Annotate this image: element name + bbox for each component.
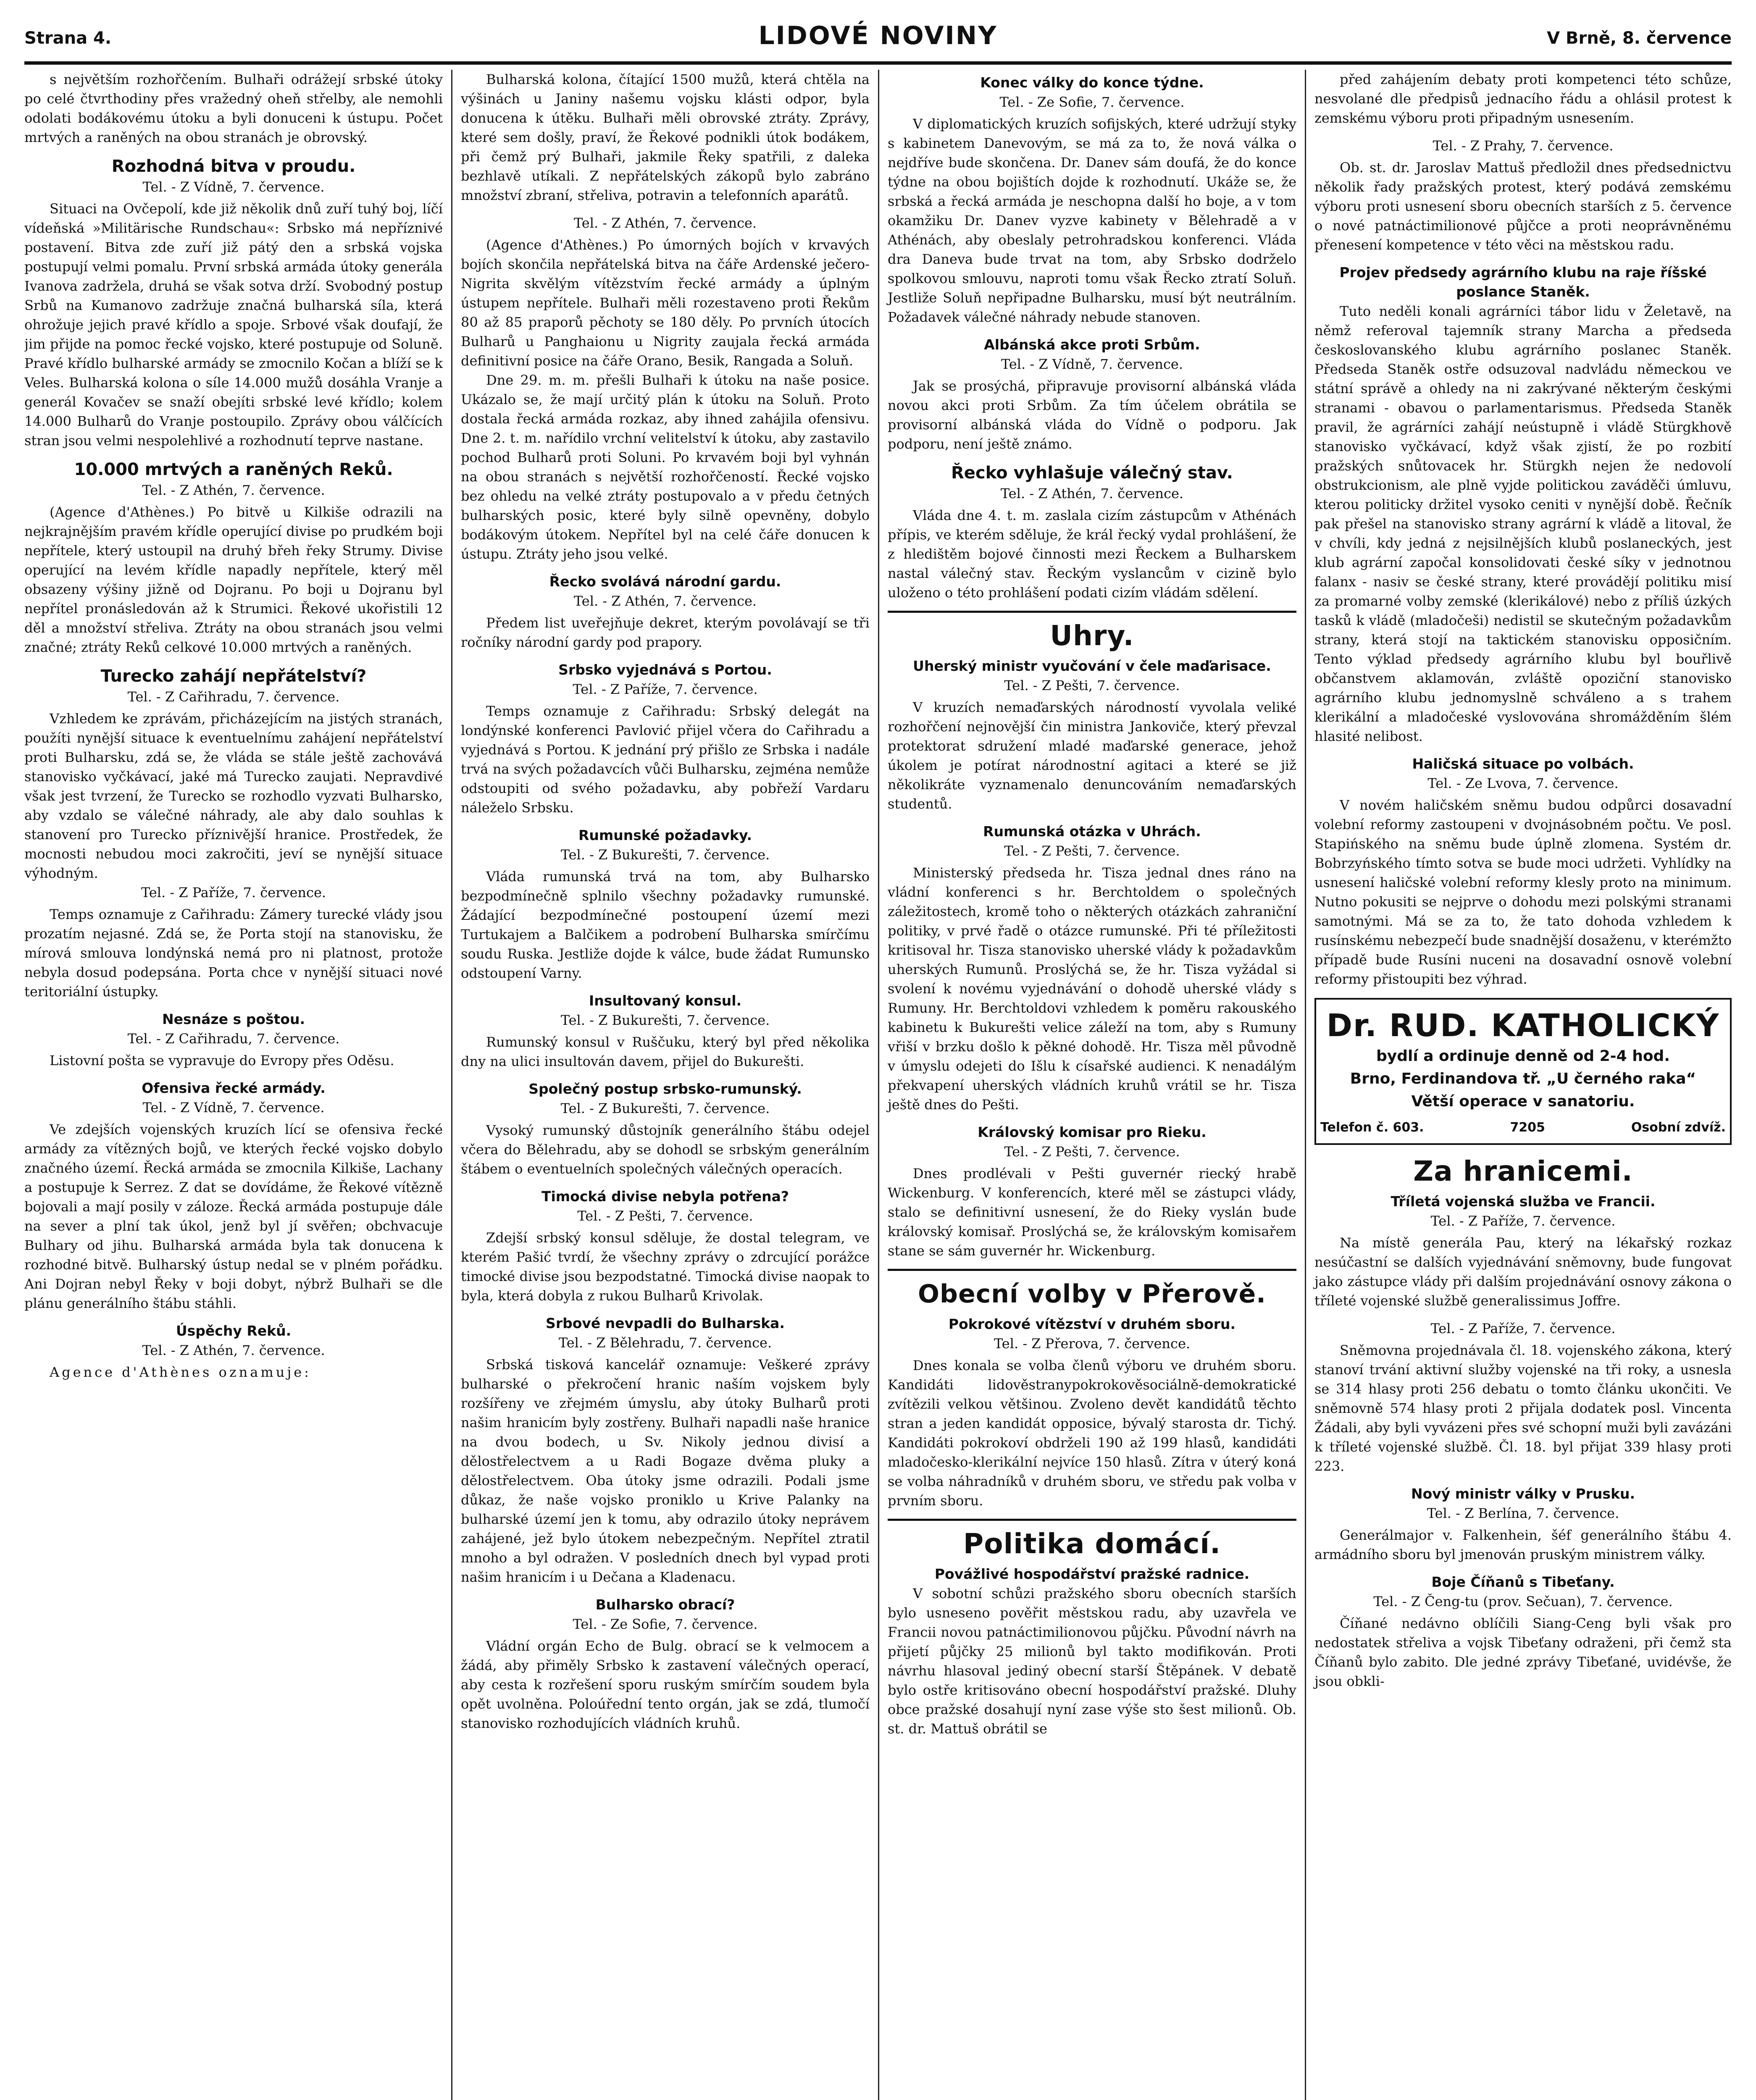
dateline: Tel. - Z Bělehradu, 7. července. — [558, 1335, 772, 1351]
issue-date: V Brně, 8. července — [1547, 29, 1732, 48]
dateline: Tel. - Z Pešti, 7. července. — [577, 1208, 753, 1224]
ad-operations: Větší operace v sanatoriu. — [1411, 1093, 1635, 1110]
section-title: Uhry. — [1050, 620, 1134, 652]
article-text: Dnes prodlévali v Pešti guvernér riecký hrabě Wickenburg. V konferencích, které měl se zástupci vlády, stalo se definitivní usnesení, že do Rieky vyslán bude královský komisař. Proslýchá se, že královským komisařem stane se sám guvernér hr. Wickenburg. — [888, 1166, 1296, 1259]
columns — [24, 70, 1732, 2100]
masthead — [24, 21, 1732, 65]
column-3 — [878, 70, 1305, 2100]
article — [461, 1079, 870, 1179]
article — [461, 1595, 870, 1733]
newspaper-title: LIDOVÉ NOVINY — [758, 21, 998, 50]
article-text: Temps oznamuje z Cařihradu: Zámery turecké vlády jsou prozatím nejasné. Zdá se, že Porta stojí na stanovisku, že mírová smlouva londýnská nemá pro ni platnost, protože nebyla dosud podepsána. Porta chce v nynější situaci nové teritoriální ústupky. — [24, 906, 443, 1000]
section-volby — [888, 1277, 1296, 1510]
dateline: Tel. - Z Prahy, 7. července. — [1433, 138, 1614, 154]
article-headline: Boje Číňanů s Tibeťany. — [1431, 1574, 1615, 1590]
article — [888, 1123, 1296, 1260]
article — [24, 155, 443, 450]
dateline: Tel. - Z Čeng-tu (prov. Sečuan), 7. července. — [1373, 1593, 1673, 1609]
article — [1314, 1484, 1732, 1564]
article-headline: Timocká divise nebyla potřena? — [541, 1188, 789, 1205]
page-number: Strana 4. — [24, 29, 112, 48]
article-headline: Rumunské požadavky. — [578, 827, 752, 843]
article-headline: Úspěchy Reků. — [176, 1323, 292, 1339]
article-text: Temps oznamuje z Cařihradu: Srbský delegát na londýnské konferenci Pavlović přijel včera do Cařihradu a vyjednává s Portou. K jednání prý přišlo ze Srbska i nadále trvá na svých požadavcích vůči Bulharsku, zejména nemůže odstoupiti od svého požadavku, aby pobřeží Vardaru náleželo Srbsku. — [461, 703, 870, 816]
advertisement — [1314, 998, 1732, 1145]
article-headline: Tříletá vojenská služba ve Francii. — [1391, 1193, 1656, 1210]
article-text: Vládní orgán Echo de Bulg. obrací se k velmocem a žádá, aby přiměly Srbsko k zastavení válečných operací, aby cesta k rozřešení sporu ruským smírčím soudem byla opět uvolněna. Poloúřední tento orgán, jak se zdá, tlumočí stanovisko rozhodujících vládních kruhů. — [461, 1638, 870, 1731]
article-headline: Bulharsko obrací? — [595, 1596, 735, 1613]
dateline: Tel. - Z Cařihradu, 7. července. — [127, 689, 340, 705]
section-title: Obecní volby v Přerově. — [918, 1279, 1266, 1309]
article-text: Na místě generála Pau, který na lékařský rozkaz nesúčastní se dalších vyjednávání sněmovny, bude fungovat jako zástupce vlády při dalším projednávání osnovy zákona o tříleté vojenské službě generalissimus Joffre. — [1314, 1235, 1732, 1309]
article-headline: Nový ministr války v Prusku. — [1411, 1486, 1635, 1502]
article-text: Vzhledem ke zprávám, přicházejícím na jistých stranách, použíti nynější situace k eventuelnímu zahájení nepřátelství proti Bulharsku, zdá se, že vláda se stále ještě zachovává stanovisko vyčkávací, jaké má Turecko zaujati. Nepravdivé však jest tvrzení, že Turecko se rozhodlo vyzvati Bulharsko, aby vzdalo se válečné náhrady, ale aby dalo souhlas k stanovení pro Turecko příznivější hranice. Prostředek, že mocnosti nebudou moci zakročiti, jeví se nynější situace výhodným. — [24, 711, 443, 881]
article-text: před zahájením debaty proti kompetenci této schůze, nesvolané dle předpisů jednacího řádu a ohlásil protest k zemskému výboru proti připadným usnesením. — [1314, 71, 1732, 126]
dateline: Tel. - Z Pešti, 7. července. — [1004, 843, 1180, 859]
article-headline: Rozhodná bitva v proudu. — [111, 157, 356, 176]
article-headline: Konec války do konce týdne. — [980, 74, 1204, 91]
article-headline: Haličská situace po volbách. — [1412, 756, 1634, 772]
article-text: Zdejší srbský konsul sděluje, že dostal telegram, ve kterém Pašić tvrdí, že všechny zprávy o zdrcující porážce timocké divise jsou bezpodstatné. Timocká divise naopak to byla, která dobyla z rukou Bulharů Krivolak. — [461, 1230, 870, 1304]
ad-doctor-name: Dr. RUD. KATHOLICKÝ — [1326, 1008, 1720, 1044]
ad-phone: Telefon č. 603. — [1320, 1120, 1424, 1135]
article-headline: Projev předsedy agrárního klubu na raje říšské poslance Staněk. — [1339, 264, 1707, 300]
article-text: Vláda rumunská trvá na tom, aby Bulharsko bezpodmínečně splnilo všechny požadavky rumunské. Žádající bezpodmínečné postoupení území mezi Turtukajem a Balčikem a podrobení Bulharska smírčímu soudu Ruska. Jestliže dojde k válce, bude žádat Rumunsko odstoupení Varny. — [461, 869, 870, 981]
article-headline: Pokrokové vítězství v druhém sboru. — [948, 1316, 1236, 1332]
article-text: Vláda dne 4. t. m. zaslala cizím zástupcům v Athénách přípis, ve kterém sděluje, že král řecký vydal prohlášení, že z hledištěm bojové činnosti mezi Řeckem a Bulharskem nastal válečný stav. Řeckým vyslancům v cizině bylo uloženo o této prohlášení podati cizím vládám sdělení. — [888, 507, 1296, 601]
article-headline: 10.000 mrtvých a raněných Reků. — [74, 460, 393, 479]
article-headline: Rumunská otázka v Uhrách. — [983, 823, 1201, 840]
article — [24, 459, 443, 657]
article-text: Sněmovna projednávala čl. 18. vojenského zákona, který stanoví trvání aktivní služby vojenské na tři roky, a usnesla se 314 hlasy proti 256 debatu o tomto článku ukončiti. Ve sněmovně 574 hlasy proti 2 přijala dodatek posl. Vincenta Žádali, aby byli vyvázeni přes své schopní muži byli zavázáni k tříleté vojenské službě. Čl. 18. byl přijat 339 hlasy proti 223. — [1314, 1342, 1732, 1474]
article-headline: Nesnáze s poštou. — [162, 1011, 305, 1027]
article-text: V diplomatických kruzích sofijských, které udržují styky s kabinetem Danevovým, se má za to, že nová válka o nejdříve bude skončena. Dr. Danev sám doufá, že do konce týdne na obou bojištích dojde k rozhodnutí. Ukáže se, že srbská a řecká armáda je neschopna další ho boje, a v tom okamžiku Dr. Danev vyzve kabinety v Bělehradě a v Athénách, aby obeslaly petrohradskou konferenci. Vláda dra Daneva bude trvat na tom, aby Srbsko dodrželo spolkovou smlouvu, naproti tomu však Řecko ztratí Soluň. Jestliže Soluň nepřipadne Bulharsku, musí být neutrálním. Požadavek válečné náhrady nebude stanoven. — [888, 116, 1296, 325]
article-text: s největším rozhořčením. Bulhaři odrážejí srbské útoky po celé čtvrthodiny přes vražedný oheň střelby, ale nemohli odolati bodákovému útoku a byli donuceni k ústupu. Počet mrtvých a raněných na obou stranách je obrovský. — [24, 71, 443, 145]
section-title: Za hranicemi. — [1413, 1155, 1633, 1187]
article-headline: Povážlivé hospodářství pražské radnice. — [934, 1566, 1250, 1582]
dateline: Tel. - Z Vídně, 7. července. — [1001, 356, 1183, 372]
article-headline: Srbsko vyjednává s Portou. — [558, 662, 772, 678]
article-headline: Uherský ministr vyučování v čele maďarisace. — [913, 658, 1271, 674]
column-4 — [1305, 70, 1732, 2100]
dateline: Tel. - Z Paříže, 7. července. — [1430, 1320, 1616, 1336]
article — [1314, 1319, 1732, 1476]
article-text: Bulharská kolona, čítající 1500 mužů, která chtěla na výšinách u Janiny našemu vojsku klásti odpor, byla donucena k útěku. Bulhaři měli obrovské ztráty. Zprávy, které sem došly, praví, že Řekové podnikli útok bodákem, při čemž prý Bulhaři, jakmile Řeky spatřili, z daleka bezhlavě utíkali. Z nepřátelských zákopů bylo zabráno množství zbraní, střeliva, potravin a telefonních aparátů. — [461, 71, 870, 203]
article-text: Dnes konala se volba členů výboru ve druhém sboru. Kandidáti lidověstranypokrokověsociálně-demokratické zvítězili velkou většinou. Zvoleno devět kandidátů těchto stran a jeden kandidát opposice, bývalý starosta dr. Tichý. Kandidáti pokrokoví obdrželi 190 až 199 hlasů, kandidáti mladočesko-klerikální nejvíce 150 hlasů. Zítra v úterý koná se volba náhradníků v druhém sboru, ve středu pak volba v prvním sboru. — [888, 1357, 1296, 1509]
article-text: Dne 29. m. m. přešli Bulhaři k útoku na naše posice. Ukázalo se, že mají určitý plán k útoku na Soluň. Proto dostala řecká armáda rozkaz, aby ihned zahájila ofensivu. Dne 2. t. m. nařídilo vrchní velitelství k útoku, aby zastavilo pochod Bulharů proti Soluni. Po krvavém boji byl vyhnán na obou stranách s největší rozhořčeností. Řecké vojsko bez ohledu na velké ztráty postupovalo a v předu četných bulharských posic, které byly silně opevněny, dobylo bodákovým útokem. Nepřítel byl na celé čáře donucen k ústupu. Ztráty jeho jsou velké. — [461, 372, 870, 562]
article — [461, 572, 870, 652]
dateline: Tel. - Z Cařihradu, 7. července. — [127, 1031, 340, 1047]
article-text: (Agence d'Athènes.) Po bitvě u Kilkiše odrazili na nejkrajnějším pravém křídle operující divise po prudkém boji nepřítele, který ustoupil na druhý břeh řeky Strumy. Divise operující na levém křídle napadly nepřítele, který měl obsazeny výšiny jižně od Dojranu. Po boji u Dojranu byl nepřítel pronásledován až k Strumici. Řekové ukořistili 12 děl a množství střeliva. Ztráty na obou stranách jsou velmi značné; ztráty Reků celkové 10.000 mrtvých a raněných. — [24, 504, 443, 655]
article — [888, 73, 1296, 327]
dateline: Tel. - Z Athén, 7. července. — [142, 482, 325, 498]
article-text: Ministerský předseda hr. Tisza jednal dnes ráno na vládní konferenci s hr. Berchtoldem o společných záležitostech, kromě toho o některých otázkách zahraniční politiky, v prvé řadě o otázce rumunské. Při té příležitosti kritisoval hr. Tisza stanovisko uherské vlády k požadavkům uherských Rumunů. Proslýchá se, že hr. Tisza vyžádal si svolení k novému vyjednávání o dohodě uherské vlády s Rumuny. Hr. Berchtoldovi vzhledem k poměru rakouského kabinetu k Bukurešti velice záleží na tom, aby s Rumuny vřiší v brzku došlo k pěkné dohodě. Hr. Tisza měl původně v úmyslu odejeti do Išlu k císařské audienci. K nenadálým překvapení uherských vládních kruhů vrátil se hr. Tisza ještě dnes do Pešti. — [888, 865, 1296, 1113]
article-headline: Společný postup srbsko-rumunský. — [528, 1081, 802, 1097]
article — [461, 213, 870, 564]
dateline: Tel. - Z Athén, 7. července. — [1000, 486, 1184, 501]
article-text: Listovní pošta se vypravuje do Evropy přes Oděsu. — [50, 1053, 394, 1068]
section-title: Politika domácí. — [963, 1528, 1221, 1560]
article-headline: Řecko svolává národní gardu. — [549, 573, 781, 590]
article-text: Situaci na Ovčepolí, kde již několik dnů zuří tuhý boj, líčí vídeňská »Militärische Rundschau«: Srbsko má nepříznivé postavení. Bitva zde zuří již pátý den a srbská vojska postupují velmi pomalu. První srbská armáda útoky generála Ivanova zadržela, druhá se však sotva drží. Svobodný postup Srbů na Kumanovo zadržuje značná bulharská síla, která ohrožuje jejich pravé křídlo a spoje. Srbové však doufají, že jim přijde na pomoc řecké vojsko, které postupuje od Soluně. Pravé křídlo bulharské armády se zmocnilo Kočan a blíží se k Veles. Bulharská kolona o síle 14.000 mužů dosáhla Vranje a generál Kovačev se snaží obejíti srbské levé křídlo; kolem 14.000 Bulharů do Vranje postoupilo. Zprávy obou válčících stran jsou velmi nespolehlivé a rozhodnutí teprve nastane. — [24, 201, 443, 449]
article-text: Předem list uveřejňuje dekret, kterým povolávají se tři ročníky národní gardy pod prapory. — [461, 615, 870, 650]
article-headline: Turecko zahájí nepřátelství? — [100, 667, 367, 686]
dateline: Tel. - Z Vídně, 7. července. — [142, 179, 325, 195]
article-text: V sobotní schůzi pražského sboru obecních starších bylo usneseno pověřit městskou radu, aby uzavřela ve Francii novou patnáctimilionovou půjčku. Původní návrh na přijetí půjčky 25 milionů byl takto modifikován. Proti návrhu hlasoval jediný obecní starší Štěpánek. V debatě bylo ostře kritisováno obecní hospodářství pražské. Dluhy obce pražské dosahují nyní zase výše sto šest milionů. Ob. st. dr. Mattuš obrátil se — [888, 1586, 1296, 1737]
section-za-hranicemi — [1314, 1154, 1732, 1310]
article — [461, 1187, 870, 1305]
ad-code: 7205 — [1510, 1120, 1545, 1135]
dateline: Tel. - Z Berlína, 7. července. — [1427, 1505, 1619, 1521]
article — [461, 660, 870, 817]
dateline: Tel. - Ze Sofie, 7. července. — [999, 94, 1185, 110]
article-headline: Insultovaný konsul. — [589, 992, 742, 1009]
article-text: Tuto neděli konali agrárníci tábor lidu v Želetavě, na němž referoval tajemník strany Marcha a předseda českoslovanského klubu agrárního poslanec Staněk. Předseda Staněk ostře odsuzoval nadvládu německou ve státní správě a ohledy na ni zakrývané některým českými stranami - obavou o parlamentarismus. Předseda Staněk pravil, že agrárníci zahájí neústupně i vládě Stürgkhově stanovisko vyčkávací, když však zjistí, že po rozbití pražských snůtovacek hr. Stürgkh nejen že nedovolí obstrukcionism, ale plně vyjde politickou zaváděči úmluvu, kterou politicky držitel vysoko ceniti v nynější době. Řečník pak přešel na stanovisko strany agrární k vládě a litoval, že v chvíli, kdy jedná z nejsilnějších klubů poslaneckých, jest klub agrární započal konsolidovati české síky v jednotnou falanx - nasiv se české strany, které provádějí politiku misí za promarné volby zemské (klerikálové) nebo z příliš úzkých tasků k vládě (mladočeši) nedistil se skutečným požadavkům strany, která stojí na taktickém stanovisku opposičním. Tento výklad předsedy agrárního klubu byl bouřlivě občanstvem aklamován, zvláště opoziční stanovisko agrárního klubu jednomyslně schváleno a s trahem klerikální a mladočeské vyslovována shromážděním šlém hlasité nelibost. — [1314, 303, 1732, 744]
section-divider — [888, 1269, 1296, 1271]
article-text: Ob. st. dr. Jaroslav Mattuš předložil dnes předsednictvu několik řady pražských protest, který podává zemskému výboru proti usnesení sboru obecních starších z 5. července o nové patnáctimilionové půjčce a proti neoprávněnému přenesení kompetence v této věci na městskou radu. — [1314, 160, 1732, 253]
section-divider — [888, 1519, 1296, 1521]
dateline: Tel. - Z Athén, 7. července. — [573, 593, 757, 609]
dateline: Tel. - Z Bukurešti, 7. července. — [560, 1012, 770, 1028]
dateline: Tel. - Z Paříže, 7. července. — [573, 681, 758, 697]
dateline: Tel. - Z Bukurešti, 7. července. — [560, 1100, 770, 1116]
section-politika — [888, 1527, 1296, 1738]
article — [24, 665, 443, 1001]
article-text: Rumunský konsul v Ruščuku, který byl před několika dny na ulici insultován davem, přijel do Bukurešti. — [461, 1034, 870, 1069]
article — [461, 826, 870, 983]
dateline: Tel. - Z Athén, 7. července. — [573, 215, 757, 231]
ad-elevator: Osobní zdvíž. — [1631, 1120, 1726, 1135]
dateline: Tel. - Z Bukurešti, 7. července. — [560, 847, 770, 863]
article-headline: Srbové nevpadli do Bulharska. — [546, 1315, 785, 1331]
article-text: Číňané nedávno oblíčili Siang-Ceng byli však pro nedostatek střeliva a vojsk Tibeťany odraženi, při čemž sta Číňanů bylo zabito. Dle jedné zprávy Tibeťané, uvidévše, že jsou obkli- — [1314, 1615, 1732, 1689]
section-divider — [888, 611, 1296, 613]
article-headline: Královský komisar pro Rieku. — [978, 1124, 1207, 1140]
article-text: V kruzích nemaďarských národností vyvolala veliké rozhořčení nejnovější čin ministra Jankoviče, který převzal protektorat sdružení mladé maďarské generace, jehož úkolem je potírat národnostní agitaci a které se již několikráte vyznamenalo denuncováním nemaďarských studentů. — [888, 699, 1296, 812]
article-text: Srbská tisková kancelář oznamuje: Veškeré zprávy bulharské o překročení hranic naším vojskem byly rozšířeny ve zřejmém úmyslu, aby útoky Bulharů proti našim hranicím byly zostřeny. Bulhaři napadli naše hranice na dvou bodech, u Sv. Nikoly jednou divisí a dělostřelectvem a u Radi Bogaze dvěma pluky a dělostřelectvem. Oba útoky jsme odrazili. Podali jsme důkaz, že naše vojsko proniklo u Krive Palanky na bulharské území jen k tomu, aby odrazilo útoky neprávem zahájené, jež bylo útokem nebezpečným. Nepřítel ztratil mnoho a byl odražen. V posledních dnech byl vypad proti našim hranicím i u Dečana a Kladenacu. — [461, 1357, 870, 1585]
article — [1314, 754, 1732, 989]
dateline: Tel. - Ze Lvova, 7. července. — [1427, 775, 1619, 791]
section-uhry — [888, 619, 1296, 814]
dateline: Tel. - Z Přerova, 7. července. — [994, 1336, 1191, 1352]
dateline: Tel. - Z Pešti, 7. července. — [1004, 1144, 1180, 1160]
article-headline: Ofensiva řecké armády. — [142, 1080, 326, 1096]
article — [24, 1079, 443, 1313]
article-text: Agence d'Athènes oznamuje: — [50, 1364, 311, 1380]
article — [24, 1010, 443, 1070]
article-text: Generálmajor v. Falkenhein, šéf generálního štábu 4. armádního sboru byl jmenován pruským ministrem války. — [1314, 1527, 1732, 1562]
dateline: Tel. - Z Paříže, 7. července. — [141, 885, 326, 900]
ad-hours: bydlí a ordinuje denně od 2-4 hod. — [1376, 1047, 1670, 1065]
article — [888, 335, 1296, 454]
ad-footer — [1320, 1116, 1726, 1139]
column-1 — [24, 70, 451, 2100]
dateline: Tel. - Z Pešti, 7. července. — [1004, 677, 1180, 693]
column-2 — [451, 70, 878, 2100]
article-text: Ve zdejších vojenských kruzích lící se ofensiva řecké armády za vítězných bojů, ve kterých řecké vojsko dobylo značného území. Řecká armáda se zmocnila Kilkiše, Lachany a postupuje k Serrez. Z dat se dovídáme, že Řekové vítězně bojovali a mají posily v záloze. Řecká armáda postupuje dále na sever a plní tak úkol, jenž byl jí svěřen; obchvacuje Bulhary od jihu. Bulharská armáda byla tak donucena k rozhodné bitvě. Bulharský ústup nedal se v plném pořádku. Ani Dojran nebyl Řeky v boji dobyt, nýbrž Bulhaři se dle plánu generálního štábu stáhli. — [24, 1121, 443, 1311]
dateline: Tel. - Z Vídně, 7. července. — [142, 1100, 325, 1116]
ad-address: Brno, Ferdinandova tř. „U černého raka“ — [1350, 1070, 1696, 1087]
article-headline: Albánská akce proti Srbům. — [984, 336, 1200, 353]
article-text: (Agence d'Athènes.) Po úmorných bojích v krvavých bojích skončila nepřátelská bitva na čáře Ardenské ječero-Nigrita skvělým vítězstvím řecké armády a úplným ústupem nepřítele. Bulhaři měli rozestaveno proti Řekům 80 až 85 praporů pěchoty se 180 děly. Po prvních útocích Bulharů u Panghaionu u Nigrity zaujala řecká armáda definitivní posice na čáře Orano, Besik, Rangada a Soluň. — [461, 237, 870, 369]
article — [461, 1314, 870, 1587]
article — [24, 1321, 443, 1382]
article-text: Vysoký rumunský důstojník generálního štábu odejel včera do Bělehradu, aby se dohodl se srbským generálním štábem o eventuelních společných válečných operacích. — [461, 1122, 870, 1177]
article-headline: Řecko vyhlašuje válečný stav. — [951, 463, 1233, 483]
article — [888, 462, 1296, 602]
article — [461, 991, 870, 1071]
article — [1314, 263, 1732, 746]
dateline: Tel. - Z Athén, 7. července. — [142, 1342, 325, 1358]
article — [1314, 136, 1732, 255]
article — [888, 822, 1296, 1114]
article-text: V novém haličském sněmu budou odpůrci dosavadní volební reformy zastoupeni v dvojnásobném počtu. Ve posl. Stapińského na sněmu bude úplně zlomena. Systém dr. Bobrzyńského tímto sotva se bude moci udržeti. Vyhlídky na usnesení haličské volební reformy klesly proto na minimum. Nutno pokusiti se nejprve o dohodu mezi polskými stranami samotnými. Má se za to, že tato dohoda vzhledem k rusínskému nebezpečí bude snadnější dosaženu, v kterémžto případě bude Rusíni nuceni na dosavadní osnově volební reformy přistoupiti bez výhrad. — [1314, 797, 1732, 987]
article-text: Jak se prosýchá, připravuje provisorní albánská vláda novou akci proti Srbům. Za tím účelem obrátila se provisorní albánská vláda do Vídně o podporu. Jak podporu, není ještě známo. — [888, 378, 1296, 452]
article — [1314, 1572, 1732, 1691]
dateline: Tel. - Z Paříže, 7. července. — [1430, 1213, 1616, 1229]
dateline: Tel. - Ze Sofie, 7. července. — [573, 1616, 758, 1632]
